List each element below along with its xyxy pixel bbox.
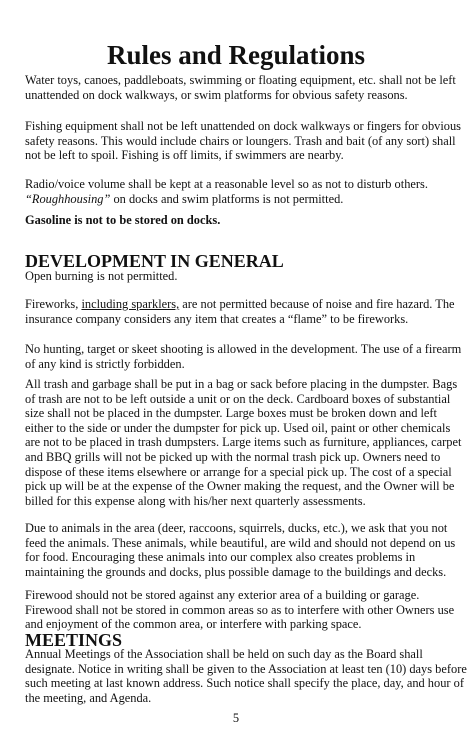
rule-open-burning [25, 269, 455, 284]
text-line: Gasoline is not to be stored on docks. [25, 213, 221, 227]
section-heading-development: DEVELOPMENT IN GENERAL [25, 251, 284, 271]
text-line: maintaining the grounds and docks, plus possible damage to the buildings and decks. [25, 564, 447, 579]
text-line: of any kind is strictly forbidden. [25, 356, 185, 371]
text-line: pick up will be at the expense of the Owner making the request, and the Owner will be [25, 479, 455, 494]
text-line: billed for this expense along with his/her next quarterly assessments. [25, 493, 366, 508]
rule-fishing-equipment [25, 119, 462, 163]
text-line: Firewood should not be stored against any exterior area of a building or garage. [25, 588, 420, 602]
text-line: dispose of these items elsewhere or arrange for a special pick up. The cost of a special [25, 464, 452, 479]
text-line: not be left to spoil. Fishing is off limits, if swimmers are nearby. [25, 148, 344, 163]
text-fragment: on docks and swim platforms is not permitted. [110, 191, 344, 206]
text-line: the meeting, and Agenda. [25, 690, 152, 705]
text-line: Due to animals in the area (deer, raccoons, squirrels, ducks, etc.), we ask that you not [25, 521, 448, 535]
rule-trash-garbage [25, 377, 462, 508]
text-line: Open burning is not permitted. [25, 269, 178, 283]
text-line: insurance company considers any item that creates a “flame” to be fireworks. [25, 311, 409, 326]
page-number: 5 [232, 711, 240, 725]
rule-animals [25, 521, 455, 579]
text-line: All trash and garbage shall be put in a bag or sack before placing in the dumpster. Bags [25, 377, 458, 391]
text-line: Annual Meetings of the Association shall be held on such day as the Board shall [25, 647, 423, 661]
text-line: such meeting at last known address. Such notice shall specify the place, day, and hour of [25, 676, 464, 691]
rule-firewood [25, 588, 455, 632]
rule-fireworks [25, 297, 455, 326]
rule-hunting [25, 342, 462, 371]
text-line: of trash are not to be left outside a unit or on the deck. Cardboard boxes of substantial [25, 391, 451, 406]
text-line: for food. Encouraging these animals into our complex also creates problems in [25, 550, 416, 565]
rule-meetings [25, 647, 467, 705]
page-title: Rules and Regulations [106, 40, 366, 70]
text-line: size shall not be placed in the dumpster. Large boxes must be broken down and left [25, 406, 437, 421]
text-line: feed the animals. These animals, while beautiful, are wild and should not depend on us [25, 535, 456, 550]
text-line: are not to be placed in trash dumpsters. Large items such as furniture, appliances, carpet [25, 435, 462, 450]
rule-water-toys [25, 73, 455, 102]
text-line: and enjoyment of the common area, or interfere with parking space. [25, 617, 362, 632]
rule-gasoline [25, 213, 455, 228]
roughhousing-italic: “Roughhousing” [25, 191, 111, 206]
text-line [25, 192, 455, 207]
text-line: Radio/voice volume shall be kept at a reasonable level so as not to disturb others. [25, 177, 428, 191]
text-line: No hunting, target or skeet shooting is allowed in the development. The use of a firearm [25, 342, 462, 356]
text-line [25, 297, 455, 312]
text-line: Fishing equipment shall not be left unattended on dock walkways or fingers for obvious [25, 119, 462, 133]
text-line: either to the side or under the dumpster for pick up. Used oil, paint or other chemicals [25, 420, 451, 435]
text-line: Water toys, canoes, paddleboats, swimming or floating equipment, etc. shall not be left [25, 73, 456, 87]
text-fragment: Fireworks, [25, 297, 82, 311]
text-line: safety reasons. This would include chairs or loungers. Trash and bait (of any sort) shall [25, 133, 456, 148]
text-line: and BBQ grills will not be picked up with the normal trash pick up. Owners need to [25, 449, 441, 464]
text-line: unattended on dock walkways, or swim platforms for obvious safety reasons. [25, 87, 408, 102]
text-fragment: are not permitted because of noise and fire hazard. The [179, 297, 455, 311]
text-line: designate. Notice in writing shall be given to the Association at least ten (10) days before [25, 661, 467, 676]
sparklers-underlined: including sparklers, [81, 297, 180, 311]
text-line: Firewood shall not be stored in common areas so as to interfere with other Owners use [25, 602, 455, 617]
section-heading-meetings: MEETINGS [25, 630, 123, 650]
rule-radio-volume [25, 177, 455, 206]
